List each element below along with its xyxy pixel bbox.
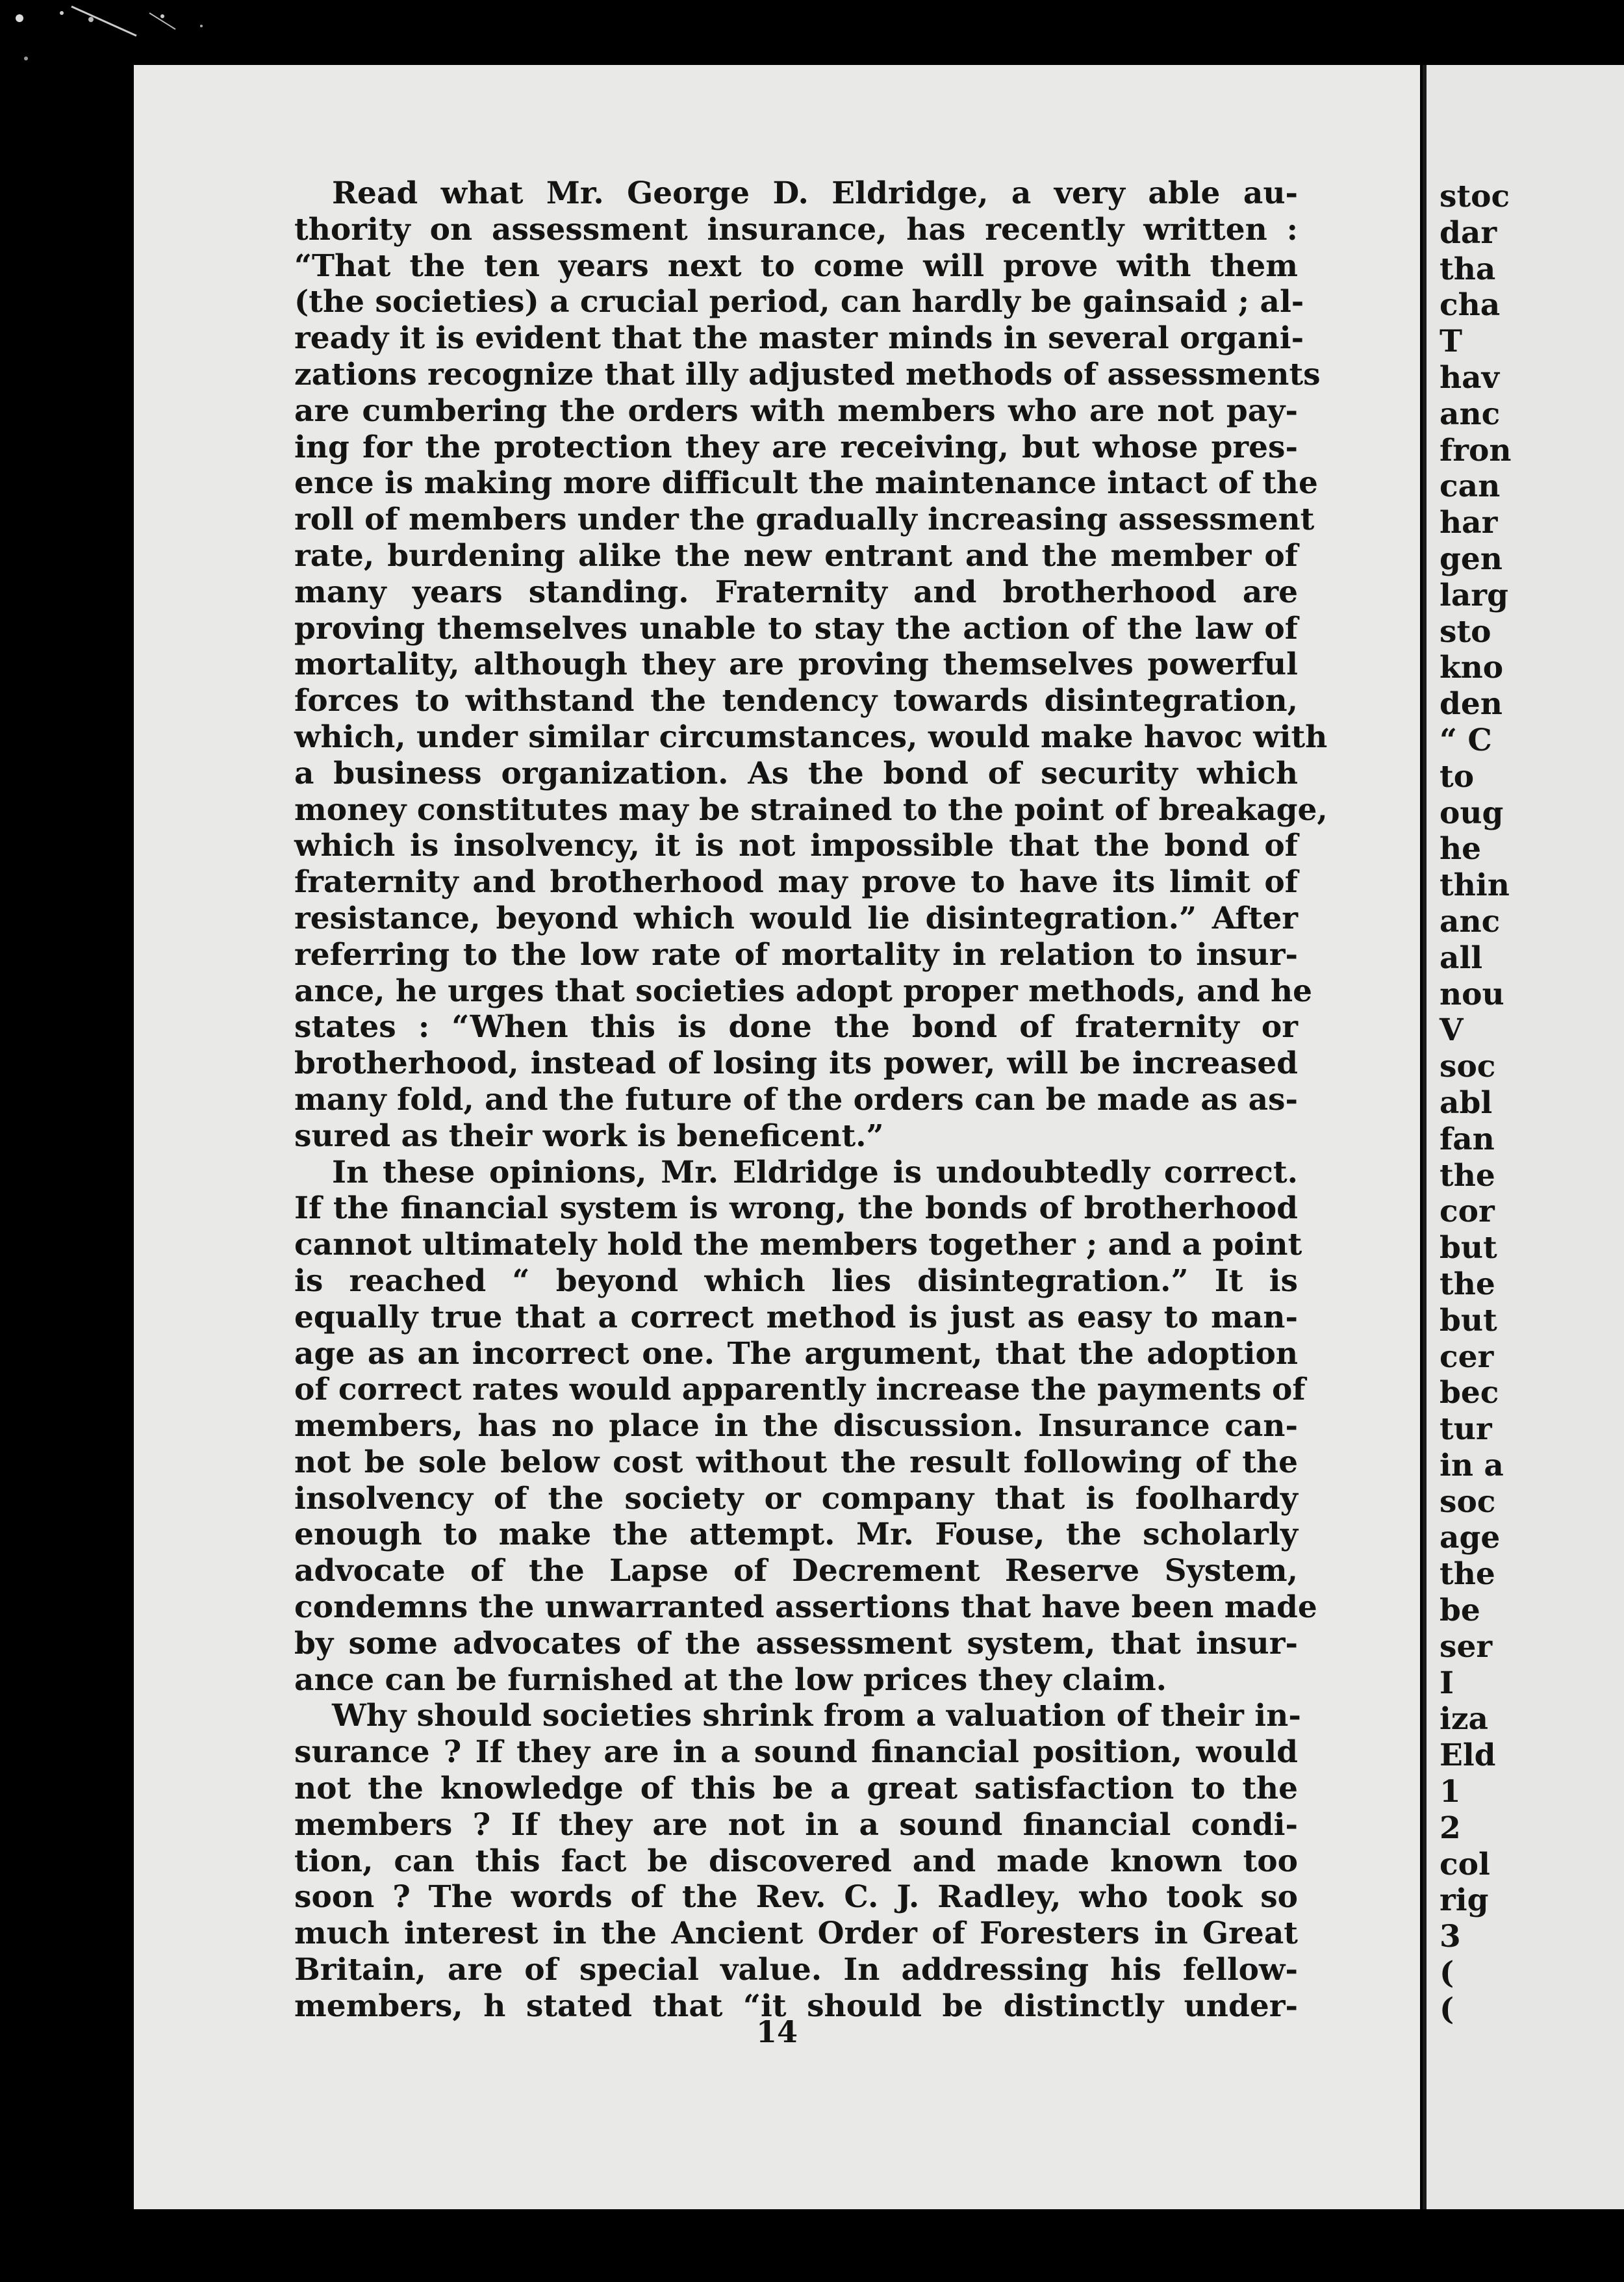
facing-text-line: har <box>1440 505 1498 541</box>
facing-text-line: but <box>1440 1230 1497 1266</box>
facing-text-line: be <box>1440 1593 1480 1629</box>
text-line: In these opinions, Mr. Eldridge is undoubtedly correct. <box>332 1154 1298 1190</box>
text-line: tion, can this fact be discovered and made known too <box>294 1843 1298 1879</box>
text-line: brotherhood, instead of losing its power, will be increased <box>294 1045 1298 1082</box>
facing-text-line: iza <box>1440 1701 1488 1737</box>
facing-text-line: age <box>1440 1520 1501 1556</box>
text-line: referring to the low rate of mortality in relation to insur- <box>294 936 1298 973</box>
text-line: a business organization. As the bond of security which <box>294 755 1298 791</box>
facing-text-line: fron <box>1440 432 1512 468</box>
text-line: insolvency of the society or company that is foolhardy <box>294 1480 1298 1517</box>
facing-text-line: 1 <box>1440 1774 1461 1810</box>
facing-text-line: tha <box>1440 251 1496 287</box>
text-line: Read what Mr. George D. Eldridge, a very able au- <box>332 175 1298 211</box>
facing-text-line: ( <box>1440 1955 1454 1992</box>
text-line: equally true that a correct method is just as easy to man- <box>294 1299 1298 1335</box>
facing-text-line: kno <box>1440 650 1504 686</box>
facing-text-line: the <box>1440 1556 1495 1593</box>
facing-text-line: Eld <box>1440 1737 1496 1774</box>
text-line: resistance, beyond which would lie disintegration.” After <box>294 900 1298 936</box>
facing-text-line: col <box>1440 1846 1490 1882</box>
text-line: much interest in the Ancient Order of Foresters in Great <box>294 1916 1298 1952</box>
text-line: ready it is evident that the master minds in several organi- <box>294 320 1304 357</box>
facing-text-line: to <box>1440 758 1475 795</box>
facing-text-line: dar <box>1440 214 1497 251</box>
text-line: ing for the protection they are receiving, but whose pres- <box>294 429 1298 465</box>
facing-text-line: I <box>1440 1665 1454 1701</box>
text-line: condemns the unwarranted assertions that have been made <box>294 1589 1317 1626</box>
text-line: “That the ten years next to come will prove with them <box>294 248 1298 284</box>
text-line: proving themselves unable to stay the action of the law of <box>294 610 1298 647</box>
text-line: Why should societies shrink from a valuation of their in- <box>332 1698 1301 1734</box>
text-line: members, has no place in the discussion. Insurance can- <box>294 1408 1298 1444</box>
text-line: age as an incorrect one. The argument, that the adoption <box>294 1335 1298 1372</box>
text-line: many years standing. Fraternity and brotherhood are <box>294 574 1298 610</box>
text-line: not be sole below cost without the result following of the <box>294 1444 1298 1480</box>
facing-text-line: in a <box>1440 1447 1504 1483</box>
text-line: many fold, and the future of the orders can be made as as- <box>294 1081 1298 1118</box>
facing-text-line: ser <box>1440 1628 1493 1665</box>
body-text <box>294 175 1328 2025</box>
text-line: which, under similar circumstances, would make havoc with <box>294 719 1328 755</box>
text-line: forces to withstand the tendency towards disintegration, <box>294 683 1298 719</box>
text-line: fraternity and brotherhood may prove to have its limit of <box>294 864 1298 901</box>
text-line: ance can be furnished at the low prices they claim. <box>294 1661 1167 1698</box>
text-line: members, h stated that “it should be distinctly under- <box>294 1988 1298 2024</box>
facing-text-line: T <box>1440 324 1462 360</box>
facing-text-line: V <box>1440 1012 1464 1049</box>
facing-text-line: bec <box>1440 1375 1499 1411</box>
facing-text-line: rig <box>1440 1882 1489 1919</box>
facing-text-line: larg <box>1440 577 1508 613</box>
text-line: of correct rates would apparently increase the payments of <box>294 1372 1306 1408</box>
facing-text-line: 2 <box>1440 1810 1461 1846</box>
text-line: is reached “ beyond which lies disintegration.” It is <box>294 1263 1298 1299</box>
facing-text-line: he <box>1440 831 1482 867</box>
facing-text-line: gen <box>1440 541 1503 577</box>
text-line: are cumbering the orders with members who are not pay- <box>294 392 1298 429</box>
facing-text-line: nou <box>1440 976 1504 1012</box>
facing-page-text-fragment <box>1440 179 1624 2028</box>
facing-text-line: thin <box>1440 867 1510 904</box>
facing-text-line: soc <box>1440 1049 1496 1085</box>
text-line: zations recognize that illy adjusted methods of assessments <box>294 356 1321 392</box>
text-line: advocate of the Lapse of Decrement Reserve System, <box>294 1553 1298 1589</box>
book-page-left <box>134 65 1420 2209</box>
text-line: members ? If they are not in a sound financial condi- <box>294 1806 1298 1843</box>
text-line: ence is making more difficult the maintenance intact of the <box>294 465 1318 502</box>
facing-text-line: tur <box>1440 1411 1492 1448</box>
text-line: money constitutes may be strained to the point of breakage, <box>294 791 1328 828</box>
facing-text-line: 3 <box>1440 1919 1461 1955</box>
scan-noise <box>0 0 1624 78</box>
text-line: enough to make the attempt. Mr. Fouse, the scholarly <box>294 1517 1298 1553</box>
facing-text-line: abl <box>1440 1084 1493 1121</box>
facing-text-line: can <box>1440 468 1501 505</box>
book-page-right-edge <box>1423 65 1624 2209</box>
facing-text-line: but <box>1440 1302 1497 1339</box>
facing-text-line: all <box>1440 940 1483 976</box>
page-number: 14 <box>755 2014 798 2049</box>
facing-text-line: oug <box>1440 795 1504 831</box>
text-line: surance ? If they are in a sound financial position, would <box>294 1734 1298 1771</box>
facing-text-line: the <box>1440 1266 1495 1302</box>
text-line: mortality, although they are proving themselves powerful <box>294 647 1298 683</box>
text-line: not the knowledge of this be a great satisfaction to the <box>294 1771 1298 1807</box>
facing-text-line: cer <box>1440 1339 1494 1375</box>
facing-text-line: the <box>1440 1157 1495 1194</box>
text-line: cannot ultimately hold the members together ; and a point <box>294 1227 1302 1263</box>
facing-text-line: anc <box>1440 903 1501 940</box>
facing-text-line: anc <box>1440 396 1501 432</box>
text-line: ance, he urges that societies adopt proper methods, and he <box>294 973 1313 1009</box>
text-line: If the financial system is wrong, the bonds of brotherhood <box>294 1190 1298 1227</box>
facing-text-line: stoc <box>1440 179 1510 214</box>
facing-text-line: “ C <box>1440 722 1492 758</box>
facing-text-line: cha <box>1440 287 1501 324</box>
facing-text-line: cor <box>1440 1194 1495 1230</box>
facing-text-line: ( <box>1440 1991 1454 2027</box>
text-line: Britain, are of special value. In addressing his fellow- <box>294 1952 1298 1988</box>
text-line: (the societies) a crucial period, can hardly be gainsaid ; al- <box>294 284 1304 320</box>
facing-text-line: fan <box>1440 1121 1495 1157</box>
facing-text-line: soc <box>1440 1483 1496 1520</box>
text-line: soon ? The words of the Rev. C. J. Radley, who took so <box>294 1879 1298 1916</box>
text-line: which is insolvency, it is not impossible that the bond of <box>294 828 1298 864</box>
facing-text-line: sto <box>1440 613 1491 650</box>
text-line: states : “When this is done the bond of fraternity or <box>294 1009 1298 1045</box>
text-line: rate, burdening alike the new entrant and the member of <box>294 537 1298 574</box>
text-line: sured as their work is beneficent.” <box>294 1118 884 1154</box>
text-line: thority on assessment insurance, has recently written : <box>294 211 1298 248</box>
facing-text-line: hav <box>1440 359 1499 396</box>
text-line: roll of members under the gradually increasing assessment <box>294 502 1315 538</box>
text-line: by some advocates of the assessment system, that insur- <box>294 1625 1298 1661</box>
facing-text-line: den <box>1440 686 1503 723</box>
